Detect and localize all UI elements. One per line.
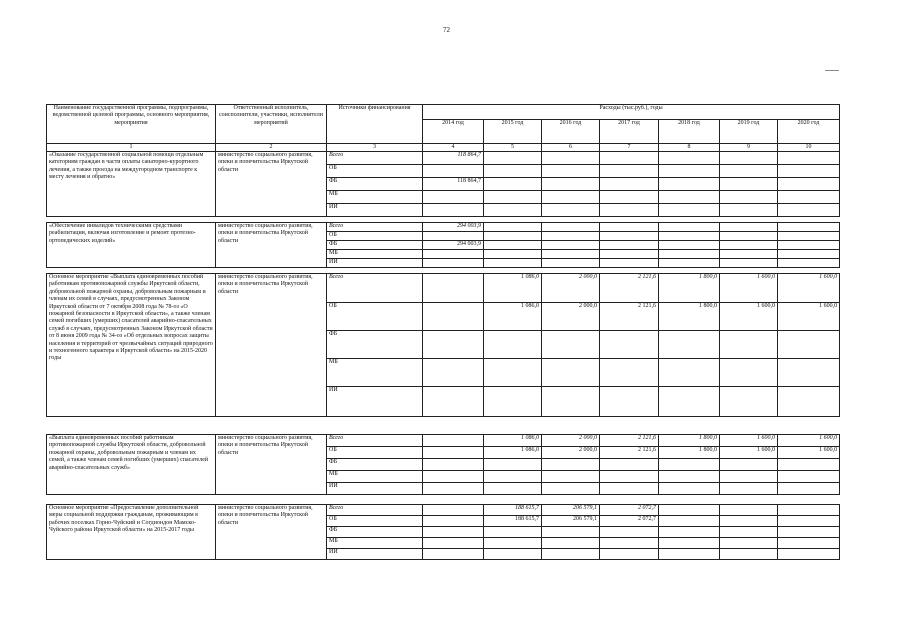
amount-cell: 1 600,0	[720, 274, 778, 303]
funding-source: ИИ	[327, 259, 423, 268]
amount-cell	[659, 359, 720, 387]
column-number: 9	[720, 144, 778, 152]
funding-source: Всего	[327, 152, 423, 165]
amount-cell	[542, 232, 600, 241]
amount-cell	[778, 165, 840, 178]
amount-cell: 1 600,0	[720, 303, 778, 331]
amount-cell	[423, 459, 484, 471]
funding-source: ОБ	[327, 232, 423, 241]
amount-cell: 2 121,6	[600, 435, 659, 447]
amount-cell: 294 003,9	[423, 223, 484, 232]
amount-cell	[600, 178, 659, 191]
amount-cell	[720, 191, 778, 204]
table-row	[47, 505, 840, 516]
amount-cell	[423, 165, 484, 178]
amount-cell	[542, 152, 600, 165]
amount-cell	[542, 459, 600, 471]
amount-cell	[484, 232, 542, 241]
amount-cell	[423, 204, 484, 217]
funding-source: МБ	[327, 250, 423, 259]
amount-cell	[600, 331, 659, 359]
amount-cell	[720, 331, 778, 359]
amount-cell	[720, 250, 778, 259]
header-year: 2019 год	[720, 120, 778, 144]
amount-cell	[720, 152, 778, 165]
amount-cell	[484, 459, 542, 471]
amount-cell: 188 615,7	[484, 505, 542, 516]
amount-cell	[778, 331, 840, 359]
amount-cell	[778, 259, 840, 268]
amount-cell	[778, 232, 840, 241]
amount-cell: 1 800,0	[659, 303, 720, 331]
amount-cell	[778, 549, 840, 560]
amount-cell	[600, 232, 659, 241]
amount-cell	[720, 471, 778, 483]
responsible-executor: министерство социального развития, опеки и попечительства Иркутской области	[216, 505, 327, 560]
amount-cell	[423, 250, 484, 259]
amount-cell	[600, 471, 659, 483]
amount-cell	[600, 204, 659, 217]
amount-cell	[720, 259, 778, 268]
amount-cell	[484, 165, 542, 178]
measure-name: «Оказание государственной социальной помощи отдельным категориям граждан в части оплаты санаторно-курортного лечения, а также проезда на междугородном транспорте к месту лечения и обратно»	[47, 152, 216, 217]
measure-name: Основное мероприятие «Предоставление дополнительной меры социальной поддержки гражданам, проживающим в рабочих поселках Горно-Чуйский и Согдиондон Мамско-Чуйского района Иркутской области» на 2015-2017 годы	[47, 505, 216, 560]
amount-cell	[484, 259, 542, 268]
header-year: 2018 год	[659, 120, 720, 144]
amount-cell: 2 072,7	[600, 516, 659, 527]
amount-cell	[542, 241, 600, 250]
amount-cell: 2 000,0	[542, 435, 600, 447]
amount-cell	[484, 471, 542, 483]
amount-cell: 2 121,6	[600, 303, 659, 331]
amount-cell	[659, 516, 720, 527]
amount-cell	[659, 204, 720, 217]
header-responsible: Ответственный исполнитель, соисполнители, участники, исполнители мероприятий	[216, 105, 327, 144]
amount-cell	[720, 359, 778, 387]
amount-cell	[600, 223, 659, 232]
funding-source: ОБ	[327, 165, 423, 178]
amount-cell	[484, 241, 542, 250]
amount-cell	[423, 232, 484, 241]
amount-cell	[423, 303, 484, 331]
amount-cell	[659, 387, 720, 417]
amount-cell	[423, 259, 484, 268]
funding-source: Всего	[327, 505, 423, 516]
amount-cell	[542, 165, 600, 178]
amount-cell: 2 000,0	[542, 274, 600, 303]
amount-cell	[720, 538, 778, 549]
amount-cell	[778, 483, 840, 495]
amount-cell	[484, 359, 542, 387]
amount-cell	[659, 505, 720, 516]
amount-cell	[423, 527, 484, 538]
column-number: 3	[327, 144, 423, 152]
amount-cell: 2 000,0	[542, 447, 600, 459]
amount-cell	[778, 527, 840, 538]
amount-cell	[659, 191, 720, 204]
amount-cell	[600, 165, 659, 178]
amount-cell	[423, 549, 484, 560]
amount-cell	[484, 387, 542, 417]
column-number: 6	[542, 144, 600, 152]
amount-cell	[423, 274, 484, 303]
measure-name: «Обеспечение инвалидов техническими средствами реабилитации, включая изготовление и ремонт протезно-ортопедических изделий»	[47, 223, 216, 268]
amount-cell	[484, 538, 542, 549]
amount-cell	[542, 191, 600, 204]
amount-cell	[484, 331, 542, 359]
amount-cell: 1 600,0	[778, 274, 840, 303]
amount-cell	[778, 359, 840, 387]
funding-source: ФБ	[327, 459, 423, 471]
margin-mark	[825, 70, 839, 71]
responsible-executor: министерство социального развития, опеки и попечительства Иркутской области	[216, 152, 327, 217]
amount-cell	[659, 152, 720, 165]
amount-cell	[659, 232, 720, 241]
amount-cell	[484, 483, 542, 495]
amount-cell: 1 600,0	[778, 303, 840, 331]
amount-cell	[542, 259, 600, 268]
amount-cell	[659, 165, 720, 178]
amount-cell	[659, 471, 720, 483]
amount-cell	[484, 223, 542, 232]
column-number: 5	[484, 144, 542, 152]
amount-cell	[600, 359, 659, 387]
column-number: 8	[659, 144, 720, 152]
funding-source: ИИ	[327, 204, 423, 217]
amount-cell	[484, 527, 542, 538]
amount-cell	[542, 223, 600, 232]
amount-cell	[778, 387, 840, 417]
table-row	[47, 274, 840, 303]
amount-cell	[778, 471, 840, 483]
amount-cell	[600, 387, 659, 417]
row-spacer	[47, 417, 840, 435]
column-number: 7	[600, 144, 659, 152]
amount-cell	[542, 204, 600, 217]
table-body	[47, 152, 840, 560]
amount-cell: 294 003,9	[423, 241, 484, 250]
funding-source: ФБ	[327, 241, 423, 250]
amount-cell: 2 121,6	[600, 447, 659, 459]
amount-cell	[720, 505, 778, 516]
amount-cell	[600, 527, 659, 538]
amount-cell	[542, 471, 600, 483]
amount-cell	[720, 483, 778, 495]
responsible-executor: министерство социального развития, опеки и попечительства Иркутской области	[216, 223, 327, 268]
amount-cell	[542, 387, 600, 417]
funding-source: ИИ	[327, 549, 423, 560]
amount-cell	[778, 459, 840, 471]
amount-cell: 1 600,0	[778, 447, 840, 459]
measure-name: Основное мероприятие «Выплата единовременных пособий работникам противопожарной службы Иркутской области, добровольной пожарной охраны, добровольным пожарным и членам их семей в случаях, предусмотренных Законом Иркутской области от 7 октября 2008 года № 78-оз «О пожарной безопасности в Иркутской области», а также членам семей погибших (умерших) спасателей аварийно-спасательных служб в случаях, предусмотренных Законом Иркутской области от 8 июня 2009 года № 34-оз «Об отдельных вопросах защиты населения и территорий от чрезвычайных ситуаций природного и техногенного характера в Иркутской области» на 2015-2020 годы	[47, 274, 216, 417]
amount-cell	[423, 516, 484, 527]
amount-cell	[720, 527, 778, 538]
amount-cell	[778, 178, 840, 191]
amount-cell	[659, 178, 720, 191]
amount-cell	[484, 178, 542, 191]
amount-cell: 118 864,7	[423, 178, 484, 191]
amount-cell	[778, 152, 840, 165]
funding-source: ФБ	[327, 331, 423, 359]
amount-cell	[659, 241, 720, 250]
measure-name: «Выплата единовременных пособий работникам противопожарной службы Иркутской области, добровольной пожарной охраны, добровольным пожарным и членам их семей, а также членам семей погибших (умерших) спасателей аварийно-спасательных служб»	[47, 435, 216, 495]
amount-cell	[600, 259, 659, 268]
amount-cell	[778, 223, 840, 232]
funding-source: ИИ	[327, 483, 423, 495]
amount-cell: 1 600,0	[720, 447, 778, 459]
header-year: 2015 год	[484, 120, 542, 144]
amount-cell: 1 800,0	[659, 274, 720, 303]
amount-cell	[600, 459, 659, 471]
amount-cell	[720, 387, 778, 417]
amount-cell	[720, 549, 778, 560]
amount-cell: 1 600,0	[720, 435, 778, 447]
amount-cell	[659, 527, 720, 538]
amount-cell: 1 086,0	[484, 274, 542, 303]
amount-cell	[720, 223, 778, 232]
amount-cell	[484, 250, 542, 259]
responsible-executor: министерство социального развития, опеки и попечительства Иркутской области	[216, 435, 327, 495]
amount-cell	[542, 549, 600, 560]
funding-source: МБ	[327, 191, 423, 204]
column-number-row	[47, 144, 840, 152]
funding-source: МБ	[327, 538, 423, 549]
amount-cell	[600, 549, 659, 560]
amount-cell	[778, 538, 840, 549]
amount-cell	[542, 359, 600, 387]
funding-source: Всего	[327, 435, 423, 447]
amount-cell	[542, 483, 600, 495]
amount-cell	[778, 204, 840, 217]
amount-cell	[423, 387, 484, 417]
amount-cell	[720, 178, 778, 191]
amount-cell: 1 800,0	[659, 447, 720, 459]
amount-cell	[659, 331, 720, 359]
amount-cell	[720, 459, 778, 471]
amount-cell	[659, 549, 720, 560]
amount-cell: 2 000,0	[542, 303, 600, 331]
amount-cell	[423, 483, 484, 495]
amount-cell	[659, 538, 720, 549]
funding-source: МБ	[327, 359, 423, 387]
row-spacer	[47, 495, 840, 505]
amount-cell	[720, 232, 778, 241]
amount-cell	[484, 204, 542, 217]
amount-cell	[778, 191, 840, 204]
funding-source: ИИ	[327, 387, 423, 417]
header-year: 2016 год	[542, 120, 600, 144]
amount-cell	[659, 483, 720, 495]
table-row	[47, 152, 840, 165]
amount-cell	[542, 250, 600, 259]
column-number: 10	[778, 144, 840, 152]
amount-cell	[778, 241, 840, 250]
amount-cell	[720, 241, 778, 250]
amount-cell	[600, 483, 659, 495]
page-number: 72	[443, 26, 450, 34]
amount-cell: 1 800,0	[659, 435, 720, 447]
amount-cell	[484, 549, 542, 560]
amount-cell	[423, 471, 484, 483]
amount-cell	[484, 152, 542, 165]
amount-cell	[659, 223, 720, 232]
amount-cell	[778, 250, 840, 259]
amount-cell: 206 579,1	[542, 516, 600, 527]
amount-cell: 1 600,0	[778, 435, 840, 447]
funding-source: Всего	[327, 274, 423, 303]
amount-cell: 1 086,0	[484, 447, 542, 459]
funding-source: ОБ	[327, 303, 423, 331]
amount-cell	[778, 505, 840, 516]
amount-cell	[542, 178, 600, 191]
amount-cell: 206 579,1	[542, 505, 600, 516]
column-number: 4	[423, 144, 484, 152]
amount-cell	[542, 538, 600, 549]
header-year: 2017 год	[600, 120, 659, 144]
row-spacer-cell	[47, 495, 840, 505]
amount-cell: 118 864,7	[423, 152, 484, 165]
budget-table	[46, 104, 840, 560]
amount-cell	[600, 250, 659, 259]
responsible-executor: министерство социального развития, опеки и попечительства Иркутской области	[216, 274, 327, 417]
amount-cell	[542, 331, 600, 359]
amount-cell	[720, 165, 778, 178]
amount-cell	[423, 505, 484, 516]
row-spacer-cell	[47, 417, 840, 435]
amount-cell	[600, 538, 659, 549]
amount-cell: 2 072,7	[600, 505, 659, 516]
header-year: 2020 год	[778, 120, 840, 144]
amount-cell	[600, 152, 659, 165]
amount-cell	[720, 516, 778, 527]
header-year: 2014 год	[423, 120, 484, 144]
amount-cell: 188 615,7	[484, 516, 542, 527]
table-row	[47, 223, 840, 232]
amount-cell	[600, 191, 659, 204]
amount-cell	[423, 331, 484, 359]
amount-cell: 1 086,0	[484, 435, 542, 447]
amount-cell	[423, 447, 484, 459]
column-number: 1	[47, 144, 216, 152]
funding-source: ОБ	[327, 516, 423, 527]
table-row	[47, 435, 840, 447]
header-source: Источники финансирования	[327, 105, 423, 144]
amount-cell	[659, 259, 720, 268]
header-expenses: Расходы (тыс.руб.), годы	[423, 105, 840, 120]
funding-source: ФБ	[327, 527, 423, 538]
amount-cell	[659, 250, 720, 259]
amount-cell	[423, 538, 484, 549]
amount-cell	[423, 359, 484, 387]
amount-cell	[542, 527, 600, 538]
header-name: Наименование государственной программы, подпрограммы, ведомственной целевой программы, основного мероприятия, мероприятия	[47, 105, 216, 144]
amount-cell: 1 086,0	[484, 303, 542, 331]
funding-source: МБ	[327, 471, 423, 483]
amount-cell	[659, 459, 720, 471]
amount-cell	[778, 516, 840, 527]
amount-cell	[600, 241, 659, 250]
funding-source: ФБ	[327, 178, 423, 191]
amount-cell	[423, 435, 484, 447]
amount-cell	[423, 191, 484, 204]
funding-source: Всего	[327, 223, 423, 232]
amount-cell	[484, 191, 542, 204]
amount-cell	[720, 204, 778, 217]
amount-cell: 2 121,6	[600, 274, 659, 303]
column-number: 2	[216, 144, 327, 152]
funding-source: ОБ	[327, 447, 423, 459]
